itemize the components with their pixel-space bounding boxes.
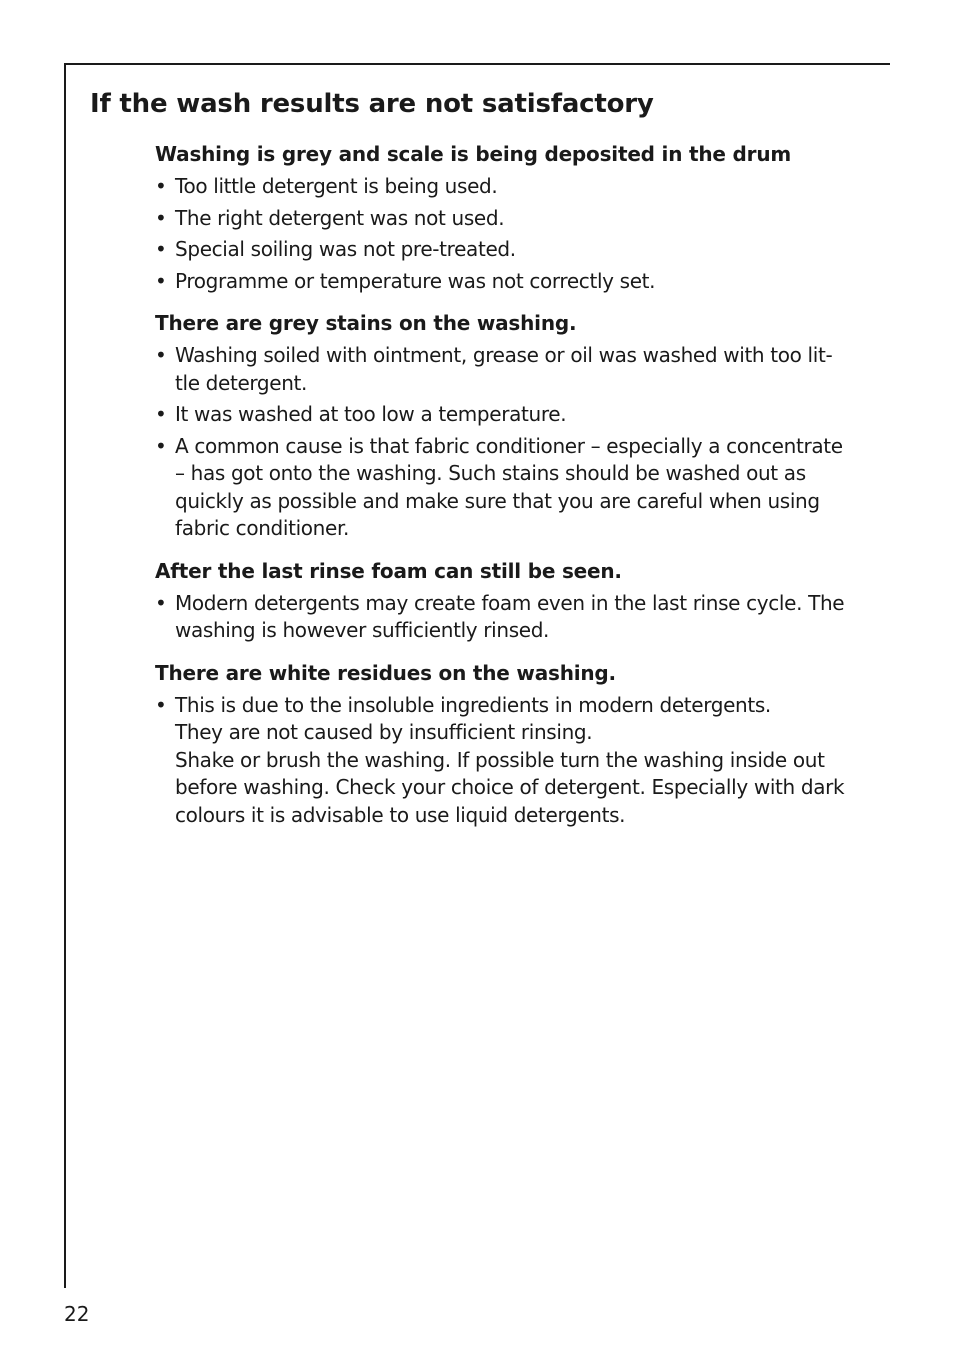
section-heading: Washing is grey and scale is being deposited in the drum [155, 142, 791, 166]
list-item [155, 433, 867, 543]
section-heading: After the last rinse foam can still be seen. [155, 558, 622, 583]
bullet-text: This is due to the insoluble ingredients in modern detergents. [175, 692, 771, 717]
section-grey-stains [155, 309, 867, 543]
frame-top-rule [64, 63, 890, 65]
bullet-text: before washing. Check your choice of detergent. Especially with dark [175, 775, 845, 799]
bullet-icon: • [155, 692, 167, 717]
bullet-text: Programme or temperature was not correctly set. [175, 268, 656, 293]
list-item [155, 236, 867, 264]
bullet-icon: • [155, 205, 167, 230]
troubleshooting-content [155, 140, 867, 843]
page-title: If the wash results are not satisfactory [90, 89, 654, 119]
frame-left-rule [64, 63, 66, 1288]
bullet-text: quickly as possible and make sure that you are careful when using [175, 488, 820, 513]
section-grey-washing-scale [155, 140, 867, 295]
section-foam-after-rinse [155, 557, 867, 645]
bullet-text: Shake or brush the washing. If possible turn the washing inside out [175, 747, 825, 772]
bullet-icon: • [155, 174, 167, 198]
list-item [155, 401, 867, 429]
bullet-icon: • [155, 433, 167, 458]
bullet-text: A common cause is that fabric conditioner – especially a concentrate [175, 433, 843, 458]
bullet-icon: • [155, 590, 167, 615]
bullet-text: Modern detergents may create foam even in the last rinse cycle. The [175, 590, 845, 615]
bullet-text: Washing soiled with ointment, grease or oil was washed with too lit- [175, 343, 833, 367]
bullet-list [155, 692, 867, 830]
list-item [155, 342, 867, 397]
bullet-text: Special soiling was not pre-treated. [175, 237, 516, 261]
list-item [155, 590, 867, 645]
list-item [155, 205, 867, 233]
bullet-icon: • [155, 343, 167, 367]
bullet-text: It was washed at too low a temperature. [175, 402, 567, 426]
bullet-icon: • [155, 402, 167, 426]
bullet-text: – has got onto the washing. Such stains should be washed out as [175, 461, 806, 485]
page-number: 22 [64, 1302, 90, 1326]
list-item [155, 268, 867, 296]
bullet-text: The right detergent was not used. [175, 205, 505, 230]
bullet-text: Too little detergent is being used. [175, 174, 498, 198]
bullet-list [155, 173, 867, 295]
section-heading: There are white residues on the washing. [155, 660, 616, 685]
section-white-residues [155, 659, 867, 830]
list-item [155, 692, 867, 830]
bullet-list [155, 590, 867, 645]
bullet-text: fabric conditioner. [175, 516, 349, 540]
bullet-text: They are not caused by insufficient rinsing. [175, 720, 593, 744]
bullet-text: washing is however sufficiently rinsed. [175, 618, 550, 642]
bullet-text: colours it is advisable to use liquid detergents. [175, 802, 626, 827]
list-item [155, 173, 867, 201]
bullet-icon: • [155, 237, 167, 261]
bullet-text: tle detergent. [175, 370, 308, 395]
bullet-list [155, 342, 867, 543]
section-heading: There are grey stains on the washing. [155, 311, 577, 335]
bullet-icon: • [155, 268, 167, 293]
